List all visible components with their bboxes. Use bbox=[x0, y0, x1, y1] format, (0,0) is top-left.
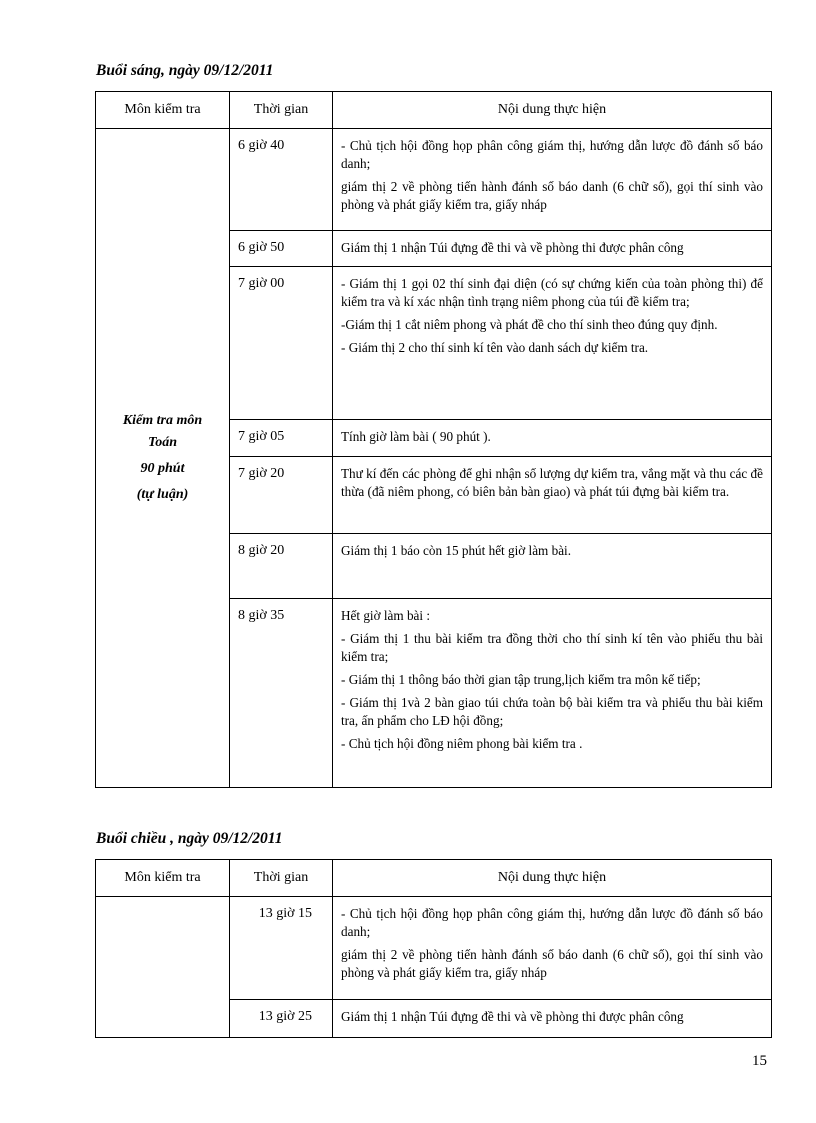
content-line: - Chủ tịch hội đồng họp phân công giám thị, hướng dẫn lược đồ đánh số báo danh; bbox=[341, 138, 763, 171]
time-cell: 8 giờ 35 bbox=[230, 599, 333, 788]
content-line: Giám thị 1 báo còn 15 phút hết giờ làm bài. bbox=[341, 543, 572, 558]
time-cell: 6 giờ 50 bbox=[230, 231, 333, 267]
content-cell bbox=[333, 457, 772, 534]
table-row bbox=[96, 129, 772, 231]
afternoon-schedule-table bbox=[95, 859, 772, 1038]
content-line: Giám thị 1 nhận Túi đựng đề thi và về phòng thi được phân công bbox=[341, 240, 684, 255]
morning-schedule-table bbox=[95, 91, 772, 788]
page-number: 15 bbox=[752, 1053, 767, 1069]
content-line: - Chủ tịch hội đồng niêm phong bài kiểm tra . bbox=[341, 736, 583, 751]
header-content: Nội dung thực hiện bbox=[333, 860, 772, 897]
content-cell bbox=[333, 599, 772, 788]
content-line: - Giám thị 2 cho thí sinh kí tên vào danh sách dự kiểm tra. bbox=[341, 340, 649, 355]
table-row bbox=[96, 897, 772, 1000]
table-header-row bbox=[96, 860, 772, 897]
time-cell: 13 giờ 25 bbox=[230, 1000, 333, 1038]
subject-format: (tự luận) bbox=[136, 487, 189, 502]
content-cell bbox=[333, 231, 772, 267]
header-time: Thời gian bbox=[230, 92, 333, 129]
content-line: - Chủ tịch hội đồng họp phân công giám thị, hướng dẫn lược đồ đánh số báo danh; bbox=[341, 906, 763, 939]
content-cell bbox=[333, 420, 772, 457]
content-cell bbox=[333, 534, 772, 599]
subject-duration: 90 phút bbox=[140, 461, 185, 476]
header-content: Nội dung thực hiện bbox=[333, 92, 772, 129]
content-line: - Giám thị 1 thông báo thời gian tập trung,lịch kiểm tra môn kế tiếp; bbox=[341, 672, 701, 687]
subject-cell bbox=[96, 129, 230, 788]
content-cell bbox=[333, 129, 772, 231]
content-line: Tính giờ làm bài ( 90 phút ). bbox=[341, 429, 491, 444]
content-line: - Giám thị 1 thu bài kiểm tra đồng thời cho thí sinh kí tên vào phiếu thu bài kiểm tra; bbox=[341, 631, 763, 664]
header-time: Thời gian bbox=[230, 860, 333, 897]
content-line: - Giám thị 1và 2 bàn giao túi chứa toàn bộ bài kiểm tra và phiếu thu bài kiểm tra, ấn phẩm cho LĐ hội đồng; bbox=[341, 695, 763, 728]
content-line: - Giám thị 1 gọi 02 thí sinh đại diện (có sự chứng kiến của toàn phòng thi) để kiểm tra và kí xác nhận tình trạng niêm phong của túi đề kiểm tra; bbox=[341, 276, 763, 309]
table-header-row bbox=[96, 92, 772, 129]
time-cell: 6 giờ 40 bbox=[230, 129, 333, 231]
header-subject: Môn kiểm tra bbox=[96, 92, 230, 129]
time-cell: 7 giờ 05 bbox=[230, 420, 333, 457]
time-cell: 7 giờ 20 bbox=[230, 457, 333, 534]
content-line: giám thị 2 về phòng tiến hành đánh số báo danh (6 chữ số), gọi thí sinh vào phòng và phát giấy kiểm tra, giấy nháp bbox=[341, 179, 763, 212]
subject-name: Kiểm tra môn Toán bbox=[122, 413, 203, 450]
time-cell: 7 giờ 00 bbox=[230, 267, 333, 420]
content-line: -Giám thị 1 cắt niêm phong và phát đề cho thí sinh theo đúng quy định. bbox=[341, 317, 718, 332]
subject-cell bbox=[96, 897, 230, 1038]
time-cell: 8 giờ 20 bbox=[230, 534, 333, 599]
content-line: Hết giờ làm bài : bbox=[341, 608, 431, 623]
content-line: Thư kí đến các phòng để ghi nhận số lượng dự kiểm tra, vắng mặt và thu các đề thừa (đã niêm phong, có biên bản bàn giao) và phát túi đựng bài kiểm tra. bbox=[341, 466, 763, 499]
morning-title: Buổi sáng, ngày 09/12/2011 bbox=[96, 62, 274, 79]
time-cell: 13 giờ 15 bbox=[230, 897, 333, 1000]
content-cell bbox=[333, 267, 772, 420]
content-line: Giám thị 1 nhận Túi đựng đề thi và về phòng thi được phân công bbox=[341, 1009, 684, 1024]
header-subject: Môn kiểm tra bbox=[96, 860, 230, 897]
content-cell bbox=[333, 1000, 772, 1038]
content-line: giám thị 2 về phòng tiến hành đánh số báo danh (6 chữ số), gọi thí sinh vào phòng và phát giấy kiểm tra, giấy nháp bbox=[341, 947, 763, 980]
content-cell bbox=[333, 897, 772, 1000]
afternoon-title: Buổi chiều , ngày 09/12/2011 bbox=[96, 830, 283, 847]
